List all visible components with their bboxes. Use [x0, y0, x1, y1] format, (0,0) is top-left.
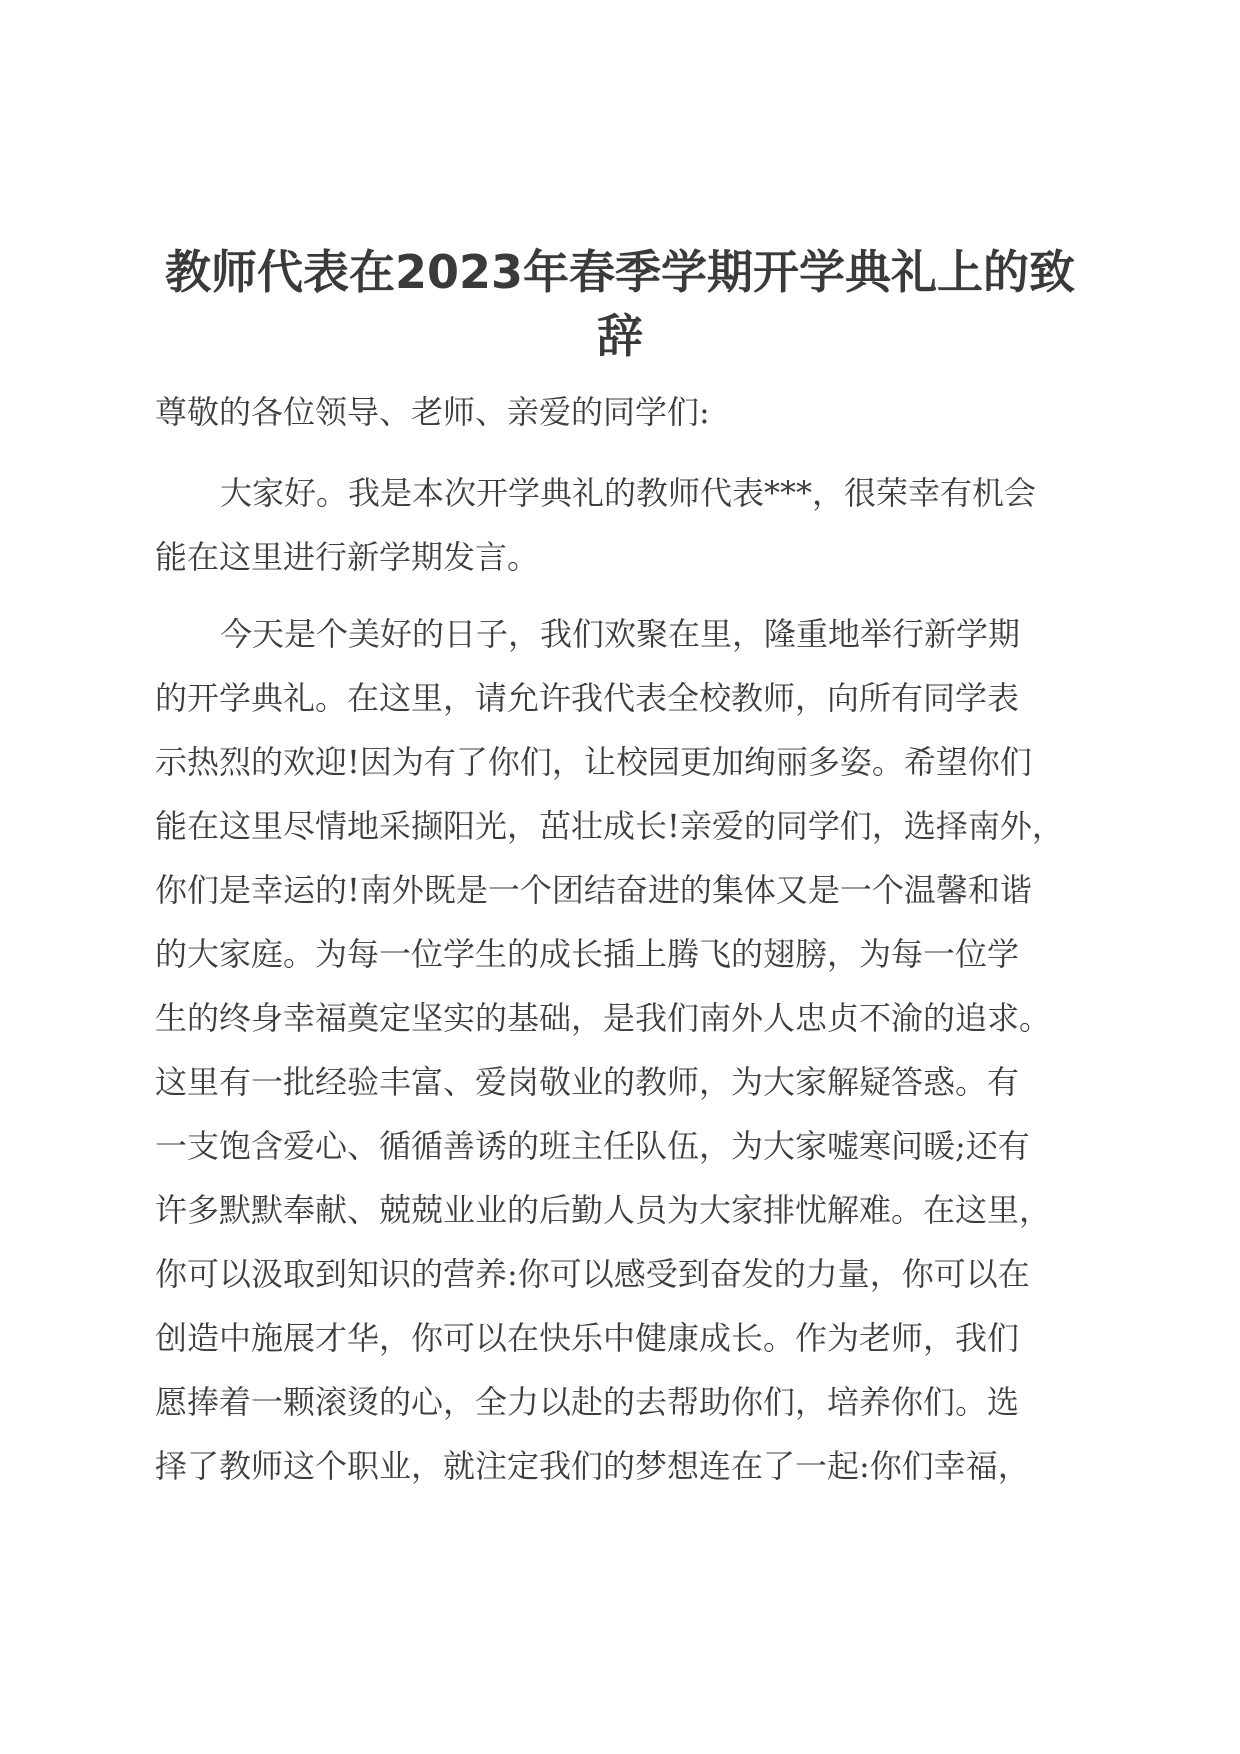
greeting: 尊敬的各位领导、老师、亲爱的同学们: [155, 393, 710, 431]
paragraph-2-line-7: 生的终身幸福奠定坚实的基础，是我们南外人忠贞不渝的追求。 [155, 999, 1052, 1037]
paragraph-1 [155, 461, 1080, 589]
paragraph-2-line-13: 愿捧着一颗滚烫的心，全力以赴的去帮助你们，培养你们。选 [155, 1383, 1020, 1421]
title-line-1: 教师代表在2023年春季学期开学典礼上的致 [164, 245, 1076, 299]
paragraph-2-line-4: 能在这里尽情地采撷阳光，茁壮成长!亲爱的同学们，选择南外， [155, 807, 1064, 845]
paragraph-2-line-10: 许多默默奉献、兢兢业业的后勤人员为大家排忧解难。在这里， [155, 1191, 1052, 1229]
paragraph-1-line-2: 能在这里进行新学期发言。 [155, 538, 540, 576]
paragraph-2-line-1: 今天是个美好的日子，我们欢聚在里，隆重地举行新学期 [220, 615, 1021, 653]
title-line-2: 辞 [597, 309, 643, 363]
paragraph-2-line-9: 一支饱含爱心、循循善诱的班主任队伍，为大家嘘寒问暖;还有 [155, 1127, 1030, 1165]
document-title [150, 240, 1090, 368]
paragraph-2-line-12: 创造中施展才华，你可以在快乐中健康成长。作为老师，我们 [155, 1319, 1020, 1357]
paragraph-2-line-11: 你可以汲取到知识的营养:你可以感受到奋发的力量，你可以在 [155, 1255, 1030, 1293]
paragraph-1-line-1: 大家好。我是本次开学典礼的教师代表***，很荣幸有机会 [220, 474, 1037, 512]
paragraph-2-line-5: 你们是幸运的!南外既是一个团结奋进的集体又是一个温馨和谐 [155, 871, 1032, 909]
paragraph-2-line-6: 的大家庭。为每一位学生的成长插上腾飞的翅膀，为每一位学 [155, 935, 1020, 973]
paragraph-2-line-14: 择了教师这个职业，就注定我们的梦想连在了一起:你们幸福， [155, 1447, 1030, 1485]
paragraph-2-line-8: 这里有一批经验丰富、爱岗敬业的教师，为大家解疑答惑。有 [155, 1063, 1020, 1101]
paragraph-2-line-2: 的开学典礼。在这里，请允许我代表全校教师，向所有同学表 [155, 679, 1020, 717]
paragraph-2-line-3: 示热烈的欢迎!因为有了你们，让校园更加绚丽多姿。希望你们 [155, 743, 1032, 781]
paragraph-2 [155, 602, 1080, 1498]
